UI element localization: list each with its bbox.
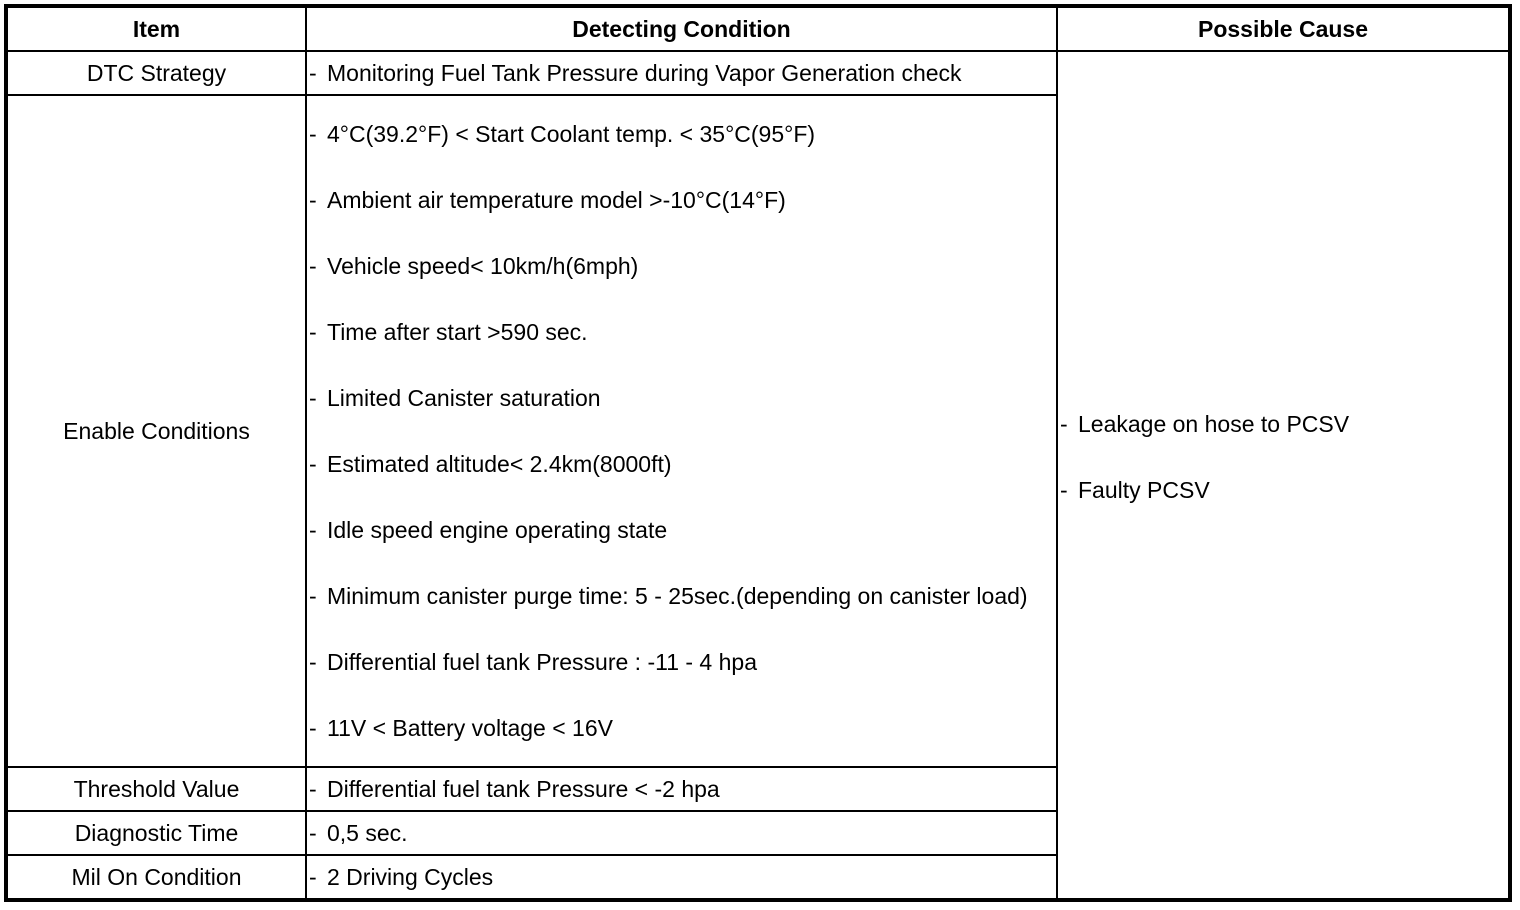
list-item bbox=[307, 119, 1056, 149]
cause-text: Faulty PCSV bbox=[1078, 477, 1210, 503]
enable-condition-text: 4°C(39.2°F) < Start Coolant temp. < 35°C(95°F) bbox=[327, 121, 816, 147]
condition-dtc-strategy bbox=[306, 51, 1057, 95]
enable-condition-text: Differential fuel tank Pressure : -11 - 4 hpa bbox=[327, 649, 757, 675]
enable-condition-text: Time after start >590 sec. bbox=[327, 319, 588, 345]
enable-conditions-list bbox=[306, 95, 1057, 767]
bullet-dash: - bbox=[309, 715, 317, 741]
item-mil-on-condition: Mil On Condition bbox=[7, 855, 306, 899]
item-dtc-strategy: DTC Strategy bbox=[7, 51, 306, 95]
bullet-dash: - bbox=[309, 319, 317, 345]
list-item bbox=[307, 515, 1056, 545]
list-item bbox=[307, 647, 1056, 677]
enable-condition-text: Estimated altitude< 2.4km(8000ft) bbox=[327, 451, 672, 477]
item-diagnostic-time: Diagnostic Time bbox=[7, 811, 306, 855]
bullet-dash: - bbox=[309, 385, 317, 411]
possible-cause-cell bbox=[1057, 51, 1509, 899]
enable-condition-text: Idle speed engine operating state bbox=[327, 517, 668, 543]
bullet-dash: - bbox=[1060, 411, 1068, 437]
bullet-dash: - bbox=[309, 820, 317, 846]
header-detecting-condition: Detecting Condition bbox=[306, 7, 1057, 51]
cause-item bbox=[1058, 475, 1508, 505]
enable-condition-text: 11V < Battery voltage < 16V bbox=[327, 715, 613, 741]
header-possible-cause: Possible Cause bbox=[1057, 7, 1509, 51]
list-item bbox=[307, 251, 1056, 281]
condition-mil-on-condition bbox=[306, 855, 1057, 899]
list-item bbox=[307, 185, 1056, 215]
enable-condition-text: Vehicle speed< 10km/h(6mph) bbox=[327, 253, 639, 279]
bullet-dash: - bbox=[309, 187, 317, 213]
condition-text: Differential fuel tank Pressure < -2 hpa bbox=[327, 776, 720, 802]
condition-diagnostic-time bbox=[306, 811, 1057, 855]
enable-condition-text: Ambient air temperature model >-10°C(14°F) bbox=[327, 187, 786, 213]
list-item bbox=[307, 581, 1056, 611]
bullet-dash: - bbox=[309, 776, 317, 802]
bullet-dash: - bbox=[309, 864, 317, 890]
list-item bbox=[307, 317, 1056, 347]
cause-text: Leakage on hose to PCSV bbox=[1078, 411, 1350, 437]
bullet-dash: - bbox=[1060, 477, 1068, 503]
enable-condition-text: Minimum canister purge time: 5 - 25sec.(depending on canister load) bbox=[327, 583, 1028, 609]
bullet-dash: - bbox=[309, 121, 317, 147]
enable-condition-text: Limited Canister saturation bbox=[327, 385, 601, 411]
condition-text: Monitoring Fuel Tank Pressure during Vapor Generation check bbox=[327, 60, 962, 86]
item-enable-conditions: Enable Conditions bbox=[7, 95, 306, 767]
bullet-dash: - bbox=[309, 649, 317, 675]
bullet-dash: - bbox=[309, 60, 317, 86]
bullet-dash: - bbox=[309, 517, 317, 543]
header-item: Item bbox=[7, 7, 306, 51]
list-item bbox=[307, 383, 1056, 413]
cause-item bbox=[1058, 409, 1508, 439]
table-row-dtc-strategy bbox=[7, 51, 1509, 95]
bullet-dash: - bbox=[309, 451, 317, 477]
condition-text: 2 Driving Cycles bbox=[327, 864, 494, 890]
bullet-dash: - bbox=[309, 583, 317, 609]
condition-threshold-value bbox=[306, 767, 1057, 811]
list-item bbox=[307, 449, 1056, 479]
condition-text: 0,5 sec. bbox=[327, 820, 408, 846]
item-threshold-value: Threshold Value bbox=[7, 767, 306, 811]
dtc-table bbox=[6, 6, 1510, 900]
list-item bbox=[307, 713, 1056, 743]
bullet-dash: - bbox=[309, 253, 317, 279]
header-row bbox=[7, 7, 1509, 51]
